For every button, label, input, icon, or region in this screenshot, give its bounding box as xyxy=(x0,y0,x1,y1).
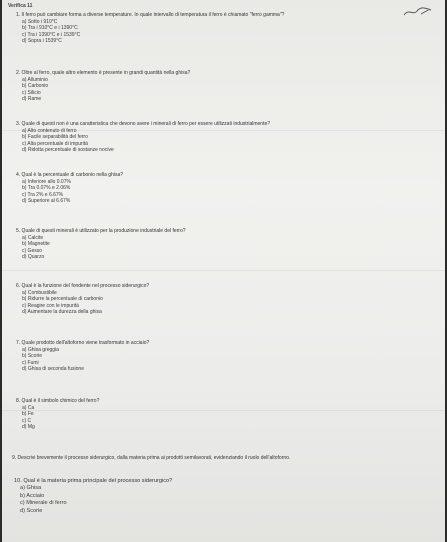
answer-option[interactable]: c) Silicio xyxy=(22,89,41,96)
answer-option[interactable]: d) Ghisa di seconda fusione xyxy=(22,366,84,373)
question-2 xyxy=(16,70,437,103)
answer-option[interactable]: d) Aumentare la durezza della ghisa xyxy=(22,309,102,316)
answer-option[interactable]: c) Alta percentuale di impurità xyxy=(22,140,88,147)
answer-option[interactable]: b) Acciaio xyxy=(20,492,45,499)
paper-fold xyxy=(2,270,445,271)
answer-option[interactable]: c) Tra 2% e 6.67% xyxy=(22,191,64,198)
answer-option[interactable]: c) C xyxy=(22,417,32,424)
question-4 xyxy=(16,172,437,205)
answer-option[interactable]: a) Ghisa xyxy=(20,485,42,491)
answer-option[interactable]: d) Sopra i 1539°C xyxy=(22,38,62,45)
answer-option[interactable]: b) Tra i 910°C e i 1390°C xyxy=(22,25,78,32)
answer-option[interactable]: a) Combustibile xyxy=(22,289,57,296)
question-9 xyxy=(12,454,435,462)
answer-option[interactable]: a) Calcite xyxy=(22,234,44,241)
question-text: 7. Quale prodotto dell'altoforno viene trasformato in acciaio? xyxy=(16,340,150,346)
answer-option[interactable]: b) Tra 0.07% e 2.06% xyxy=(22,185,71,192)
question-8 xyxy=(16,398,437,431)
question-text: 3. Quale di questi non è una caratteristica che devono avere i minerali di ferro per essere utilizzati industrialmente? xyxy=(16,121,271,127)
answer-option[interactable]: a) Inferiore allo 0.07% xyxy=(22,178,71,185)
question-5 xyxy=(16,228,437,261)
question-1 xyxy=(16,12,437,45)
question-text: 8. Qual è il simbolo chimico del ferro? xyxy=(16,398,100,404)
answer-option[interactable]: c) Gesso xyxy=(22,247,43,254)
question-text: 5. Quale di questi minerali è utilizzato per la produzione industriale del ferro? xyxy=(16,228,186,234)
answer-option[interactable]: d) Mg xyxy=(22,424,35,431)
answer-option[interactable]: c) Reagire con le impurità xyxy=(22,302,79,309)
answer-option[interactable]: b) Carbonio xyxy=(22,83,49,90)
question-7 xyxy=(16,340,437,373)
answer-option[interactable]: a) Alluminio xyxy=(22,76,48,83)
answer-option[interactable]: a) Ghisa greggia xyxy=(22,346,59,353)
answer-option[interactable]: b) Ridurre la percentuale di carbonio xyxy=(22,296,103,303)
answer-option[interactable]: d) Ridotta percentuale di sostanze nocive xyxy=(22,147,114,154)
question-text: 2. Oltre al ferro, quale altro elemento è presente in grandi quantità nella ghisa? xyxy=(16,70,191,76)
answer-option[interactable]: a) Alto contenuto di ferro xyxy=(22,127,77,134)
question-text: 9. Descrivi brevemente il processo siderurgico, dalla materia prima ai prodotti semilavorati, evidenziando il ruolo dell'altoforno. xyxy=(12,455,291,461)
sheet-header: Verifica 11 xyxy=(8,3,33,9)
question-text: 10. Qual è la materia prima principale del processo siderurgico? xyxy=(14,478,173,484)
answer-option[interactable]: d) Quarzo xyxy=(22,254,45,261)
question-10 xyxy=(14,478,437,515)
answer-option[interactable]: c) Tra i 1390°C e i 1539°C xyxy=(22,31,81,38)
question-6 xyxy=(16,283,437,316)
answer-option[interactable]: d) Rame xyxy=(22,96,42,103)
answer-option[interactable]: c) Minerale di ferro xyxy=(20,500,67,507)
answer-option[interactable]: a) Sotto i 910°C xyxy=(22,18,58,25)
question-text: 4. Qual è la percentuale di carbonio nella ghisa? xyxy=(16,172,124,178)
answer-option[interactable]: b) Facile separabilità del ferro xyxy=(22,134,88,141)
answer-option[interactable]: b) Scorie xyxy=(22,353,43,360)
question-text: 6. Qual è la funzione del fondente nel processo siderurgico? xyxy=(16,283,150,289)
answer-option[interactable]: b) Fe xyxy=(22,411,34,418)
answer-option[interactable]: a) Ca xyxy=(22,404,35,411)
answer-option[interactable]: d) Superiore al 6.67% xyxy=(22,198,71,205)
answer-option[interactable]: c) Fumi xyxy=(22,359,39,366)
answer-option[interactable]: d) Scorie xyxy=(20,507,43,514)
question-text: 1. Il ferro può cambiare forma a diverse temperature. In quale intervallo di temperatura il ferro è chiamato "ferro gamma"? xyxy=(16,12,285,18)
answer-option[interactable]: b) Magnetite xyxy=(22,241,50,248)
exam-sheet xyxy=(2,0,445,542)
question-3 xyxy=(16,121,437,154)
